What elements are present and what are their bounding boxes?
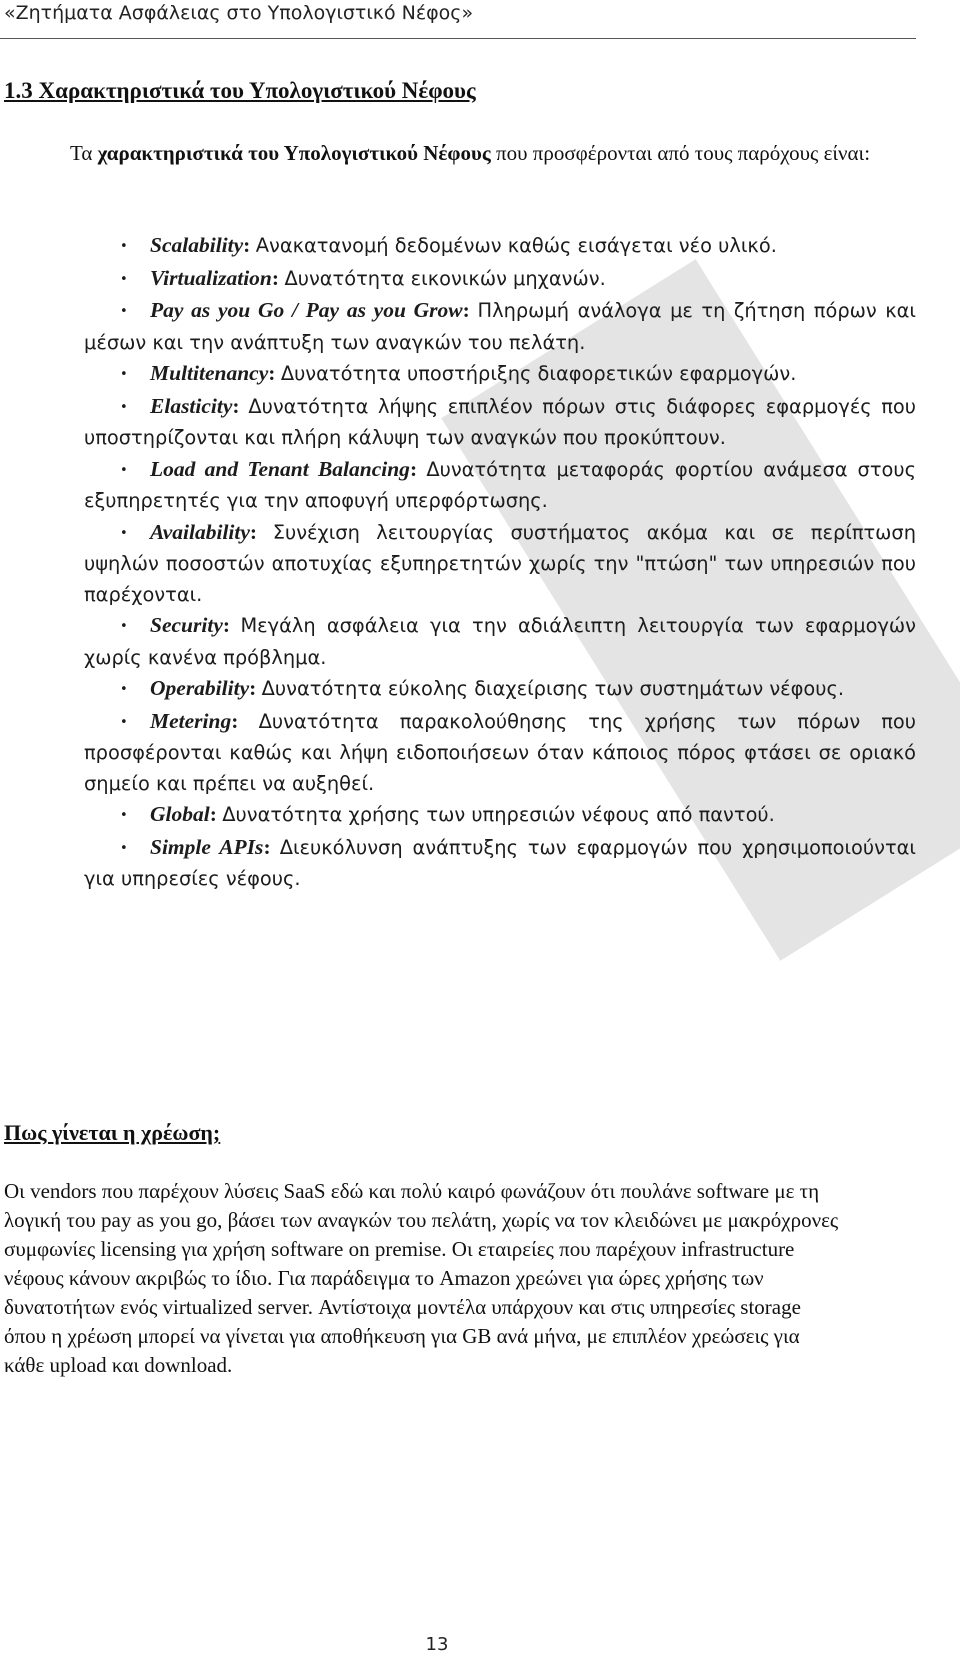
billing-paragraph: Οι vendors που παρέχουν λύσεις SaaS εδώ και πολύ καιρό φωνάζουν ότι πουλάνε software με τη λογική του pay as you go, βάσει των αναγκών του πελάτη, χωρίς να τον κλειδώνει με μακρόχρονες συμφωνίες licensing για χρήση software on premise. Οι εταιρείες που παρέχουν infrastructure νέφους κάνουν ακριβώς το ίδιο. Για παράδειγμα το Amazon χρεώνει για ώρες χρήσης των δυνατοτήτων ενός virtualized server. Αντίστοιχα μοντέλα υπάρχουν και στις υπηρεσίες storage όπου η χρέωση μπορεί να γίνεται για αποθήκευση για GB ανά μήνα, με επιπλέον χρεώσεις για κάθε upload και download. bbox=[4, 1179, 839, 1377]
term-separator: : bbox=[222, 613, 241, 637]
feature-description: Δυνατότητα μεταφοράς φορτίου ανάμεσα στους εξυπηρετητές για την αποφυγή υπερφόρτωσης. bbox=[84, 457, 916, 512]
feature-description: Δυνατότητα εικονικών μηχανών. bbox=[284, 266, 606, 290]
bullet-icon: • bbox=[120, 399, 128, 415]
feature-term: Simple APIs bbox=[150, 834, 264, 859]
feature-term: Global bbox=[150, 802, 210, 826]
intro-suffix: που προσφέρονται από τους παρόχους είναι: bbox=[490, 141, 871, 165]
feature-item bbox=[0, 358, 916, 391]
bullet-icon: • bbox=[120, 714, 128, 730]
term-separator: : bbox=[209, 802, 223, 826]
running-header: «Ζητήματα Ασφάλειας στο Υπολογιστικό Νέφος» bbox=[4, 2, 474, 24]
feature-item bbox=[0, 263, 916, 296]
term-separator: : bbox=[462, 298, 478, 322]
term-separator: : bbox=[263, 834, 280, 859]
feature-term: Pay as you Go / Pay as you Grow bbox=[150, 298, 463, 322]
feature-item bbox=[0, 799, 916, 832]
feature-description: Δυνατότητα παρακολούθησης της χρήσης των πόρων που προσφέρονται καθώς και λήψη ειδοποιήσεων όταν κάποιος πόρος φτάσει σε οριακό σημείο και πρέπει να αυξηθεί. bbox=[84, 709, 916, 795]
page-number: 13 bbox=[425, 1634, 449, 1655]
feature-term: Availability bbox=[150, 519, 250, 544]
feature-item bbox=[0, 832, 916, 895]
feature-term: Elasticity bbox=[150, 393, 233, 418]
term-separator: : bbox=[409, 456, 427, 481]
term-separator: : bbox=[249, 676, 262, 700]
feature-item bbox=[0, 706, 916, 800]
feature-item bbox=[0, 295, 916, 358]
feature-description: Διευκόλυνση ανάπτυξης των εφαρμογών που χρησιμοποιούνται για υπηρεσίες νέφους. bbox=[84, 835, 916, 890]
feature-description: Συνέχιση λειτουργίας συστήματος ακόμα και σε περίπτωση υψηλών ποσοστών αποτυχίας εξυπηρετητών χωρίς την "πτώση" των υπηρεσιών που παρέχονται. bbox=[84, 520, 916, 606]
feature-term: Scalability bbox=[150, 233, 244, 257]
feature-term: Operability bbox=[150, 676, 250, 700]
feature-item bbox=[0, 673, 916, 706]
bullet-icon: • bbox=[120, 367, 128, 382]
bullet-icon: • bbox=[120, 239, 128, 254]
feature-description: Μεγάλη ασφάλεια για την αδιάλειπτη λειτουργία των εφαρμογών χωρίς κανένα πρόβλημα. bbox=[84, 614, 916, 669]
feature-description: Δυνατότητα εύκολης διαχείρισης των συστημάτων νέφους. bbox=[261, 677, 845, 700]
features-list bbox=[84, 230, 916, 895]
bullet-icon: • bbox=[120, 840, 128, 856]
feature-description: Δυνατότητα χρήσης των υπηρεσιών νέφους από παντού. bbox=[222, 803, 775, 826]
term-separator: : bbox=[271, 265, 285, 290]
feature-description: Δυνατότητα υποστήριξης διαφορετικών εφαρμογών. bbox=[280, 362, 797, 385]
bullet-icon: • bbox=[120, 682, 128, 697]
bullet-icon: • bbox=[120, 304, 128, 319]
feature-term: Metering bbox=[150, 708, 232, 733]
term-separator: : bbox=[243, 233, 256, 257]
section-heading: 1.3 Χαρακτηριστικά του Υπολογιστικού Νέφους bbox=[4, 78, 476, 103]
bullet-icon: • bbox=[120, 462, 128, 478]
bullet-icon: • bbox=[120, 808, 128, 823]
feature-term: Load and Tenant Balancing bbox=[150, 456, 410, 481]
billing-heading: Πως γίνεται η χρέωση; bbox=[4, 1120, 221, 1145]
header-rule bbox=[0, 38, 916, 39]
bullet-icon: • bbox=[120, 619, 128, 634]
intro-paragraph bbox=[4, 138, 916, 168]
intro-bold: χαρακτηριστικά του Υπολογιστικού Νέφους bbox=[97, 141, 491, 165]
feature-term: Multitenancy bbox=[150, 361, 269, 385]
feature-term: Security bbox=[150, 613, 223, 637]
term-separator: : bbox=[232, 393, 249, 418]
feature-description: Δυνατότητα λήψης επιπλέον πόρων στις διάφορες εφαρμογές που υποστηρίζονται και πλήρη κάλυψη των αναγκών που προκύπτουν. bbox=[84, 394, 916, 449]
feature-item bbox=[0, 610, 916, 673]
feature-item bbox=[0, 517, 916, 611]
feature-item bbox=[0, 391, 916, 454]
feature-description: Ανακατανομή δεδομένων καθώς εισάγεται νέο υλικό. bbox=[255, 234, 777, 257]
intro-prefix: Τα bbox=[70, 141, 98, 165]
feature-item bbox=[0, 230, 916, 263]
feature-term: Virtualization bbox=[150, 265, 272, 290]
term-separator: : bbox=[231, 708, 259, 733]
feature-description: Πληρωμή ανάλογα με τη ζήτηση πόρων και μέσων και την ανάπτυξη των αναγκών του πελάτη. bbox=[84, 299, 916, 354]
term-separator: : bbox=[268, 361, 281, 385]
bullet-icon: • bbox=[120, 525, 128, 541]
feature-item bbox=[0, 454, 916, 517]
bullet-icon: • bbox=[120, 271, 128, 287]
term-separator: : bbox=[249, 519, 273, 544]
